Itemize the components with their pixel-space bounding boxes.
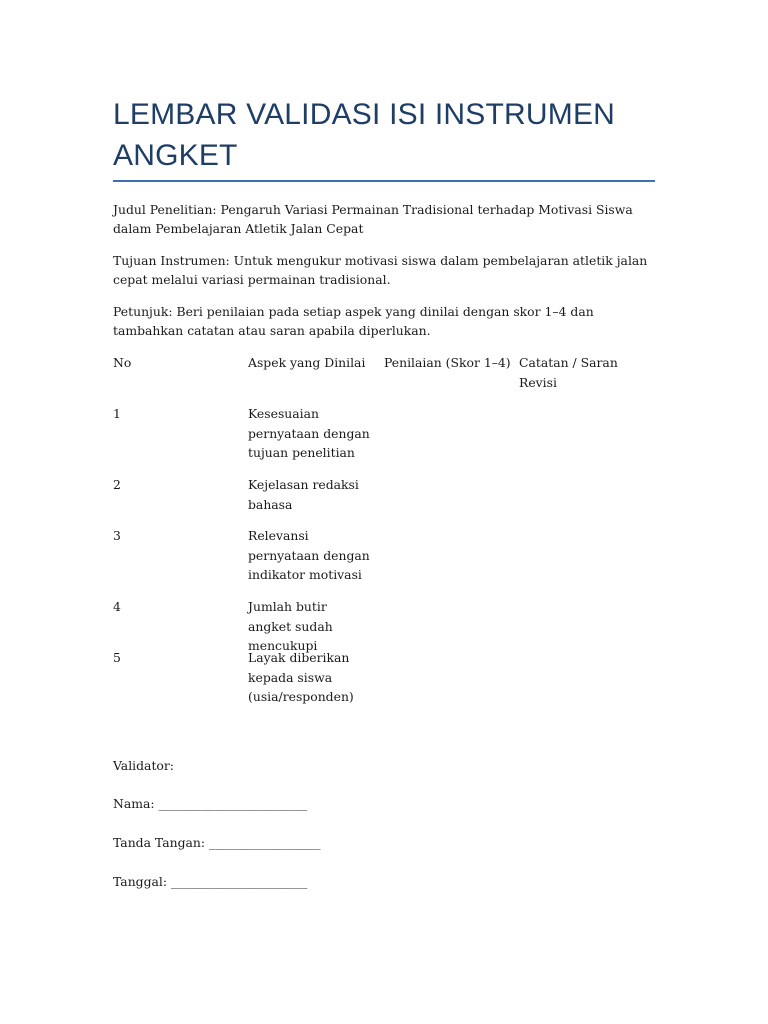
tanda-tangan-field: Tanda Tangan: __________________	[113, 835, 321, 850]
row-aspek: Layak diberikan kepada siswa (usia/responden)	[248, 650, 354, 704]
tanggal-field: Tanggal: ______________________	[113, 874, 308, 889]
paragraph-petunjuk: Petunjuk: Beri penilaian pada setiap aspek yang dinilai dengan skor 1–4 dan tambahkan catatan atau saran apabila diperlukan.	[113, 304, 594, 338]
document-title: LEMBAR VALIDASI ISI INSTRUMEN ANGKET	[113, 98, 616, 172]
row-aspek: Relevansi pernyataan dengan indikator motivasi	[248, 528, 370, 582]
row-number: 3	[113, 528, 121, 543]
row-aspek: Jumlah butir angket sudah mencukupi	[248, 599, 333, 653]
row-aspek: Kesesuaian pernyataan dengan tujuan penelitian	[248, 406, 370, 460]
row-number: 4	[113, 599, 121, 614]
row-number: 5	[113, 650, 121, 665]
validator-label: Validator:	[113, 758, 174, 773]
paragraph-tujuan-instrumen: Tujuan Instrumen: Untuk mengukur motivasi siswa dalam pembelajaran atletik jalan cepat melalui variasi permainan tradisional.	[113, 253, 648, 287]
row-aspek: Kejelasan redaksi bahasa	[248, 477, 359, 512]
header-aspek: Aspek yang Dinilai	[248, 355, 366, 370]
row-number: 2	[113, 477, 121, 492]
header-no: No	[113, 355, 132, 370]
row-number: 1	[113, 406, 121, 421]
nama-field: Nama: ________________________	[113, 796, 308, 811]
header-penilaian: Penilaian (Skor 1–4)	[384, 355, 511, 370]
title-underline	[113, 180, 655, 182]
header-catatan: Catatan / Saran Revisi	[519, 355, 618, 390]
paragraph-judul-penelitian: Judul Penelitian: Pengaruh Variasi Permainan Tradisional terhadap Motivasi Siswa dalam Pembelajaran Atletik Jalan Cepat	[113, 202, 633, 236]
